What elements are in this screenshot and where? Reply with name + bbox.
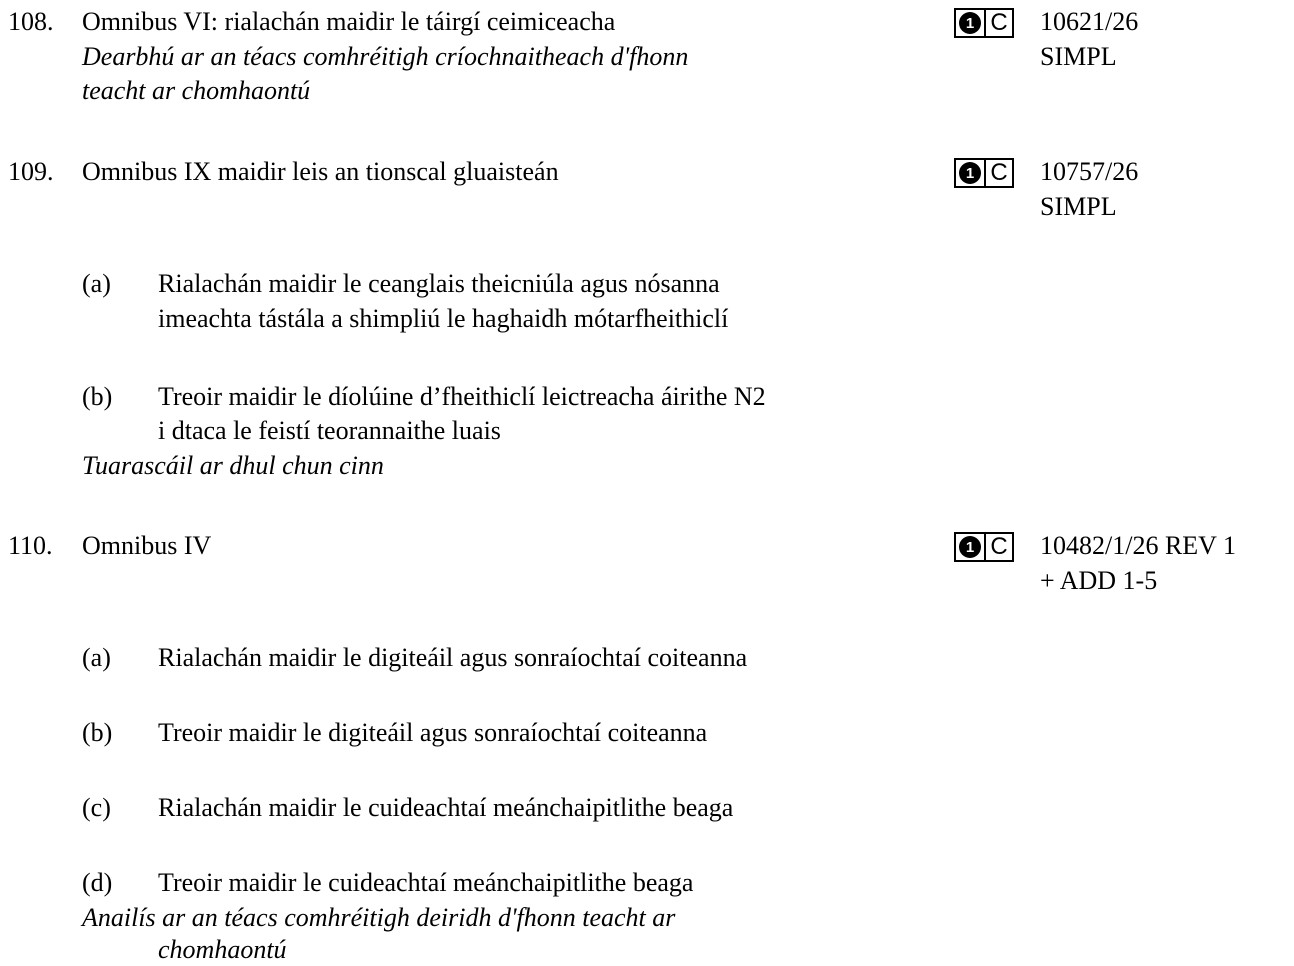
circled-one-icon: 1 [959,12,981,34]
item-number-110: 110. [8,531,53,560]
item-number-108: 108. [8,7,54,36]
subitem-text-109b-line2: i dtaca le feistí teorannaithe luais [158,416,501,445]
item-note-109: Tuarascáil ar dhul chun cinn [82,451,384,480]
item-note-108-line1: Dearbhú ar an téacs comhréitigh críochnaitheach d'fhonn [82,42,689,71]
subitem-label-109a: (a) [82,269,111,298]
procedure-badge-108 [954,8,1014,38]
circled-one-icon: 1 [959,536,981,558]
subitem-text-109b-line1: Treoir maidir le díolúine d’fheithiclí leictreacha áirithe N2 [158,382,766,411]
subitem-text-110d: Treoir maidir le cuideachtaí meánchaipitlithe beaga [158,868,694,897]
item-number-109: 109. [8,157,54,186]
subitem-label-110d: (d) [82,868,113,897]
item-ref-109-line2: SIMPL [1040,192,1117,221]
circled-one-icon: 1 [959,162,981,184]
letter-c-icon: C [990,9,1008,36]
subitem-text-109a-line2: imeachta tástála a shimpliú le haghaidh mótarfheithiclí [158,304,729,333]
procedure-badge-109 [954,158,1014,188]
item-title-108: Omnibus VI: rialachán maidir le táirgí ceimiceacha [82,7,616,36]
item-title-110: Omnibus IV [82,531,212,560]
procedure-badge-left [956,160,984,186]
subitem-text-110b: Treoir maidir le digiteáil agus sonraíochtaí coiteanna [158,718,708,747]
subitem-text-110c: Rialachán maidir le cuideachtaí meánchaipitlithe beaga [158,793,734,822]
subitem-label-110a: (a) [82,643,111,672]
subitem-text-109a-line1: Rialachán maidir le ceanglais theicniúla agus nósanna [158,269,720,298]
item-ref-108-line2: SIMPL [1040,42,1117,71]
procedure-badge-right [984,534,1012,560]
procedure-badge-left [956,10,984,36]
item-note-110-line2: chomhaontú [158,935,287,964]
item-ref-108-line1: 10621/26 [1040,7,1139,36]
procedure-badge-right [984,160,1012,186]
procedure-badge-left [956,534,984,560]
subitem-label-110b: (b) [82,718,113,747]
subitem-text-110a: Rialachán maidir le digiteáil agus sonraíochtaí coiteanna [158,643,748,672]
item-note-108-line2: teacht ar chomhaontú [82,76,311,105]
procedure-badge-right [984,10,1012,36]
item-ref-109-line1: 10757/26 [1040,157,1139,186]
letter-c-icon: C [990,533,1008,560]
subitem-label-110c: (c) [82,793,111,822]
subitem-label-109b: (b) [82,382,113,411]
letter-c-icon: C [990,159,1008,186]
item-note-110-line1: Anailís ar an téacs comhréitigh deiridh d'fhonn teacht ar [82,903,676,932]
item-ref-110-line2: + ADD 1-5 [1040,566,1158,595]
procedure-badge-110 [954,532,1014,562]
item-ref-110-line1: 10482/1/26 REV 1 [1040,531,1236,560]
item-title-109: Omnibus IX maidir leis an tionscal gluaisteán [82,157,559,186]
